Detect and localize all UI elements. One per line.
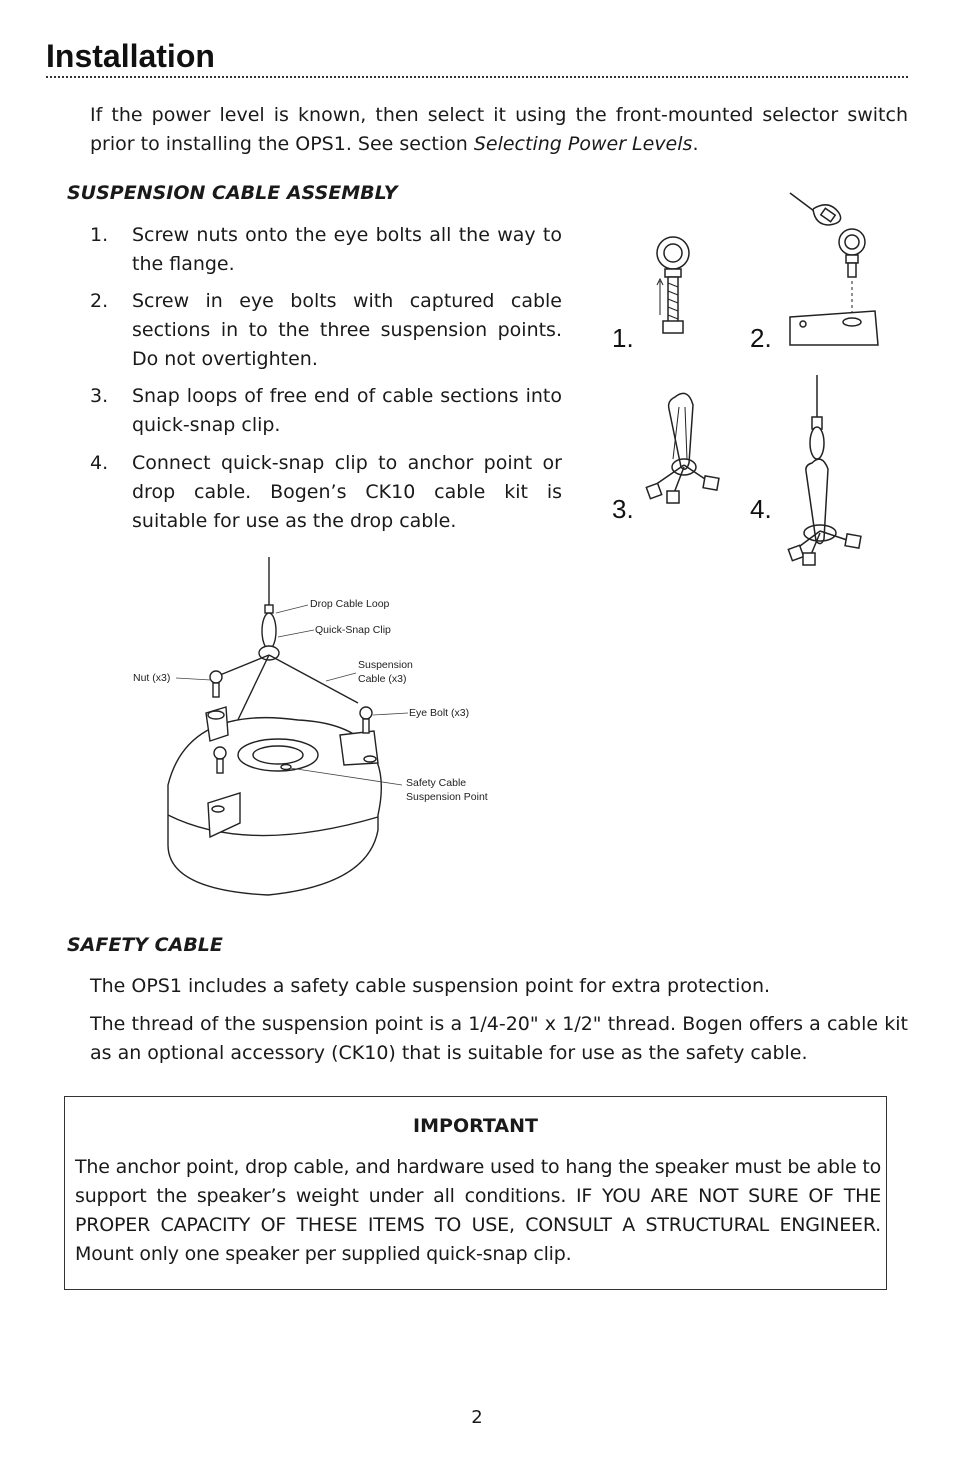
important-text: The anchor point, drop cable, and hardware used to hang the speaker must be able to support the speaker’s weight under all conditions. IF YOU ARE NOT SURE OF THE PROPER CAPACITY OF THESE ITEMS TO USE, CONSULT A STRUCTURAL ENGINEER. Mount only one speaker per supplied quick-snap clip. — [75, 1156, 881, 1265]
important-notice — [64, 1096, 887, 1290]
callout-eye-bolt: Eye Bolt (x3) — [409, 707, 470, 719]
callout-suspension-cable-count: Cable (x3) — [358, 673, 407, 685]
safety-paragraph-1: The OPS1 includes a safety cable suspension point for extra protection. — [90, 975, 771, 997]
suspension-diagram — [128, 555, 508, 900]
step-text: Screw nuts onto the eye bolts all the way to the flange. — [132, 224, 562, 275]
step-illustrations — [600, 185, 900, 570]
step-item — [90, 449, 562, 536]
step-number: 4. — [90, 452, 109, 474]
page-title: Installation — [46, 38, 215, 74]
step-item — [90, 287, 562, 374]
step-text: Snap loops of free end of cable sections into quick-snap clip. — [132, 385, 562, 436]
callout-nut: Nut (x3) — [133, 672, 171, 684]
intro-text-end: . — [692, 133, 699, 155]
intro-text: If the power level is known, then select it using the front-mounted selector switch prior to installing the OPS1. See section — [90, 104, 908, 155]
callout-quick-snap-clip: Quick-Snap Clip — [315, 624, 391, 636]
step-number: 2. — [90, 290, 109, 312]
intro-paragraph — [90, 101, 908, 159]
step-text: Connect quick-snap clip to anchor point or drop cable. Bogen’s CK10 cable kit is suitable for use as the drop cable. — [132, 452, 562, 532]
step-text: Screw in eye bolts with captured cable sections in to the three suspension points. Do not overtighten. — [132, 290, 562, 370]
callout-safety-point: Suspension Point — [406, 791, 488, 803]
important-title: IMPORTANT — [413, 1115, 538, 1137]
figure-label-2: 2. — [750, 323, 772, 353]
suspension-heading: SUSPENSION CABLE ASSEMBLY — [67, 182, 398, 204]
page-number: 2 — [471, 1407, 483, 1428]
figure-label-1: 1. — [612, 323, 634, 353]
callout-safety-cable: Safety Cable — [406, 777, 467, 789]
step-number: 3. — [90, 385, 109, 407]
section-reference: Selecting Power Levels — [473, 133, 693, 155]
eye-bolt-install-icon — [790, 193, 878, 345]
step-item — [90, 382, 562, 440]
step-number: 1. — [90, 224, 109, 246]
title-divider — [46, 76, 908, 78]
drop-cable-clip-icon — [788, 375, 861, 565]
safety-heading: SAFETY CABLE — [67, 934, 223, 956]
safety-paragraph-2: The thread of the suspension point is a 1/4-20" x 1/2" thread. Bogen offers a cable kit as an optional accessory (CK10) that is suitable for use as the safety cable. — [90, 1013, 908, 1064]
quick-snap-clip-icon — [646, 393, 719, 503]
step-item — [90, 221, 562, 279]
figure-label-4: 4. — [750, 494, 772, 524]
figure-label-3: 3. — [612, 494, 634, 524]
callout-drop-cable-loop: Drop Cable Loop — [310, 598, 390, 610]
eye-bolt-icon — [657, 237, 689, 333]
callout-suspension-cable: Suspension — [358, 659, 413, 671]
